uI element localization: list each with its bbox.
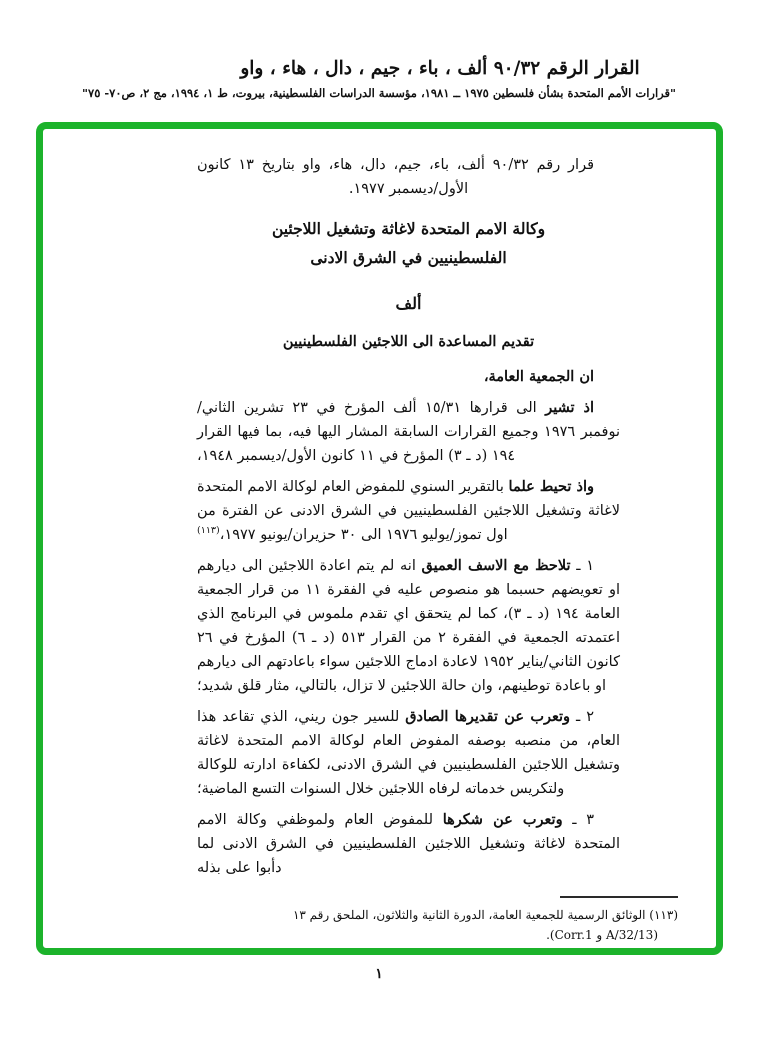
text-segment: وتعرب عن تقديرها الصادق xyxy=(405,708,571,725)
text-segment: قرار رقم ٩٠/٣٢ ألف، باء، جيم، دال، هاء، واو بتاريخ ١٣ كانون الأول/ديسمبر ١٩٧٧. xyxy=(197,157,595,197)
text-segment: الى قرارها ١٥/٣١ ألف المؤرخ في ٢٣ تشرين الثاني/نوفمبر ١٩٧٦ وجميع القرارات السابقة المشار اليها فيه، بما فيها القرار ١٩٤ (د ـ ٣) المؤرخ في ١١ كانون الأول/ديسمبر ١٩٤٨، xyxy=(197,400,621,464)
page-number: ١ xyxy=(375,966,383,982)
text-segment: ٢ ـ xyxy=(570,709,594,725)
text-segment: ٣ ـ xyxy=(562,812,594,828)
footnote-line: (١١٣) الوثائق الرسمية للجمعية العامة، الدورة الثانية والثلاثون، الملحق رقم ١٣ xyxy=(292,908,678,922)
section-title: تقديم المساعدة الى اللاجئين الفلسطينيين xyxy=(282,333,535,350)
text-segment: ١ ـ xyxy=(570,558,595,574)
text-segment: واذ تحيط علما xyxy=(508,478,595,495)
text-segment: اذ تشير xyxy=(545,399,594,416)
preamble-paragraph-takes-note xyxy=(197,475,620,547)
assembly-salutation: ان الجمعية العامة، xyxy=(483,368,594,385)
footnote-separator-rule xyxy=(560,896,678,898)
agency-heading xyxy=(197,214,620,272)
agency-heading-line-1: وكالة الامم المتحدة لاغاثة وتشغيل اللاجئين xyxy=(271,219,546,238)
footnote-marker: (١١٣) xyxy=(197,525,220,537)
decree-intro-paragraph xyxy=(197,153,620,201)
document-body xyxy=(43,129,716,945)
text-segment: للمفوض العام ولموظفي وكالة الامم المتحدة لاغاثة وتشغيل اللاجئين الفلسطينيين في الشرق الادنى لما دأبوا على بذله xyxy=(197,812,620,876)
text-segment: انه لم يتم اعادة اللاجئين الى ديارهم او تعويضهم حسبما هو منصوص عليه في الفقرة ١١ من قرار الجمعية العامة ١٩٤ (د ـ ٣)، كما لم يتحقق اي تقدم ملموس في البرنامج الذي اعتمدته الجمعية في الفقرة ٢ من القرار ٥١٣ (د ـ ٦) المؤرخ في ٢٦ كانون الثاني/يناير ١٩٥٢ لاعادة ادماج اللاجئين سواء باعادتهم الى ديارهم او باعادة توطينهم، وان حالة اللاجئين لا تزال، بالتالي، مثار قلق شديد؛ xyxy=(197,558,620,694)
operative-paragraph-2 xyxy=(197,705,620,801)
text-segment: بالتقرير السنوي للمفوض العام لوكالة الامم المتحدة لاغاثة وتشغيل اللاجئين الفلسطينيين في الشرق الادنى عن الفترة من اول تموز/يوليو ١٩٧٦ الى ٣٠ حزيران/يونيو ١٩٧٧، xyxy=(197,479,620,543)
document-title: القرار الرقم ٩٠/٣٢ ألف ، باء ، جيم ، دال ، هاء ، واو xyxy=(240,58,640,79)
document-header xyxy=(0,58,758,100)
source-citation: "قرارات الأمم المتحدة بشأن فلسطين ١٩٧٥ ــ ١٩٨١، مؤسسة الدراسات الفلسطينية، بيروت، ط ١، ١٩٩٤، مج ٢، ص٧٠- ٧٥" xyxy=(82,86,676,100)
text-segment: تلاحظ مع الاسف العميق xyxy=(421,557,571,574)
operative-paragraph-1 xyxy=(197,554,620,698)
text-segment: للسير جون ريني، الذي تقاعد هذا العام، من منصبه بوصفه المفوض العام لوكالة الامم المتحدة لاغاثة وتشغيل اللاجئين الفلسطينيين في الشرق الادنى، لكفاءة ادارته للوكالة ولتكريس خدماته لرفاه اللاجئين خلال السنوات التسع الماضية؛ xyxy=(197,709,620,797)
agency-heading-line-2: الفلسطينيين في الشرق الادنى xyxy=(310,248,507,267)
section-letter: ألف xyxy=(395,294,422,313)
text-segment: وتعرب عن شكرها xyxy=(442,811,563,828)
footnote-line: (A/32/13 و Corr.1). xyxy=(546,928,658,942)
preamble-paragraph-recalls xyxy=(197,396,620,468)
operative-paragraph-3 xyxy=(197,808,620,880)
footnote xyxy=(97,896,678,945)
green-border-box xyxy=(36,122,723,955)
